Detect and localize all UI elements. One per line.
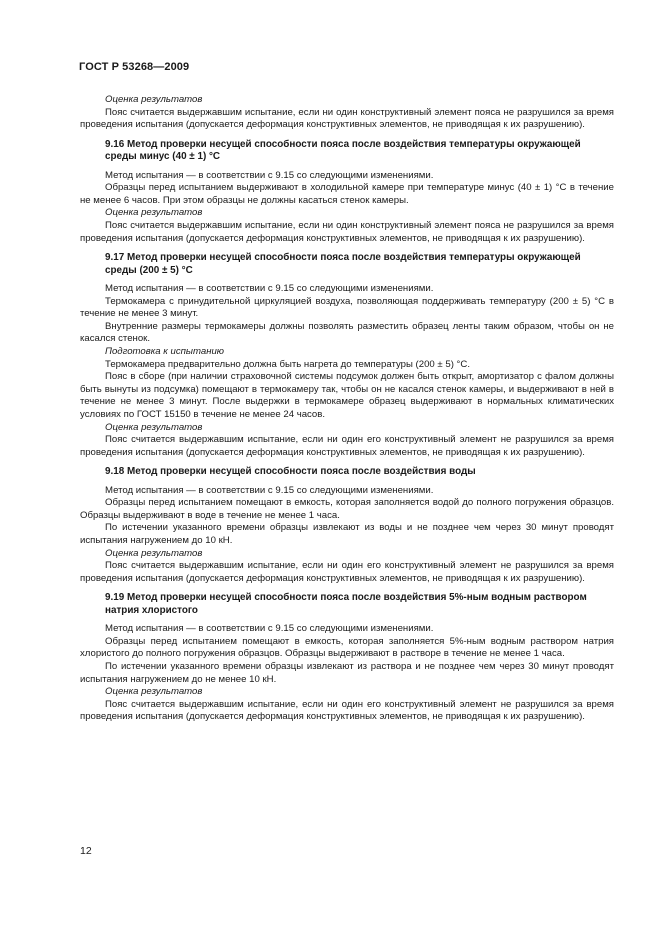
section-heading: 9.16 Метод проверки несущей способности пояса после воздействия температуры окружающей среды минус (40 ± 1) °С [105,138,581,163]
subheading: Оценка результатов [105,686,203,698]
paragraph: Пояс считается выдержавшим испытание, если ни один конструктивный элемент пояса не разрушился за время проведения испытания (допускается деформация конструктивных элементов, не приводящая к их разрушению). [80,106,614,131]
paragraph: Внутренние размеры термокамеры должны позволять разместить образец ленты таким образом, чтобы он не касался стенок. [80,320,614,345]
subheading: Оценка результатов [105,547,203,559]
page-number: 12 [80,845,92,857]
paragraph: Метод испытания — в соответствии с 9.15 со следующими изменениями. [105,623,434,635]
subheading: Подготовка к испытанию [105,345,225,357]
section-heading: 9.19 Метод проверки несущей способности пояса после воздействия 5%-ным водным раствором натрия хлористого [105,592,587,616]
paragraph: Пояс считается выдержавшим испытание, если ни один его конструктивный элемент не разрушился за время проведения испытания (допускается деформация конструктивных элементов, не приводящая к их разрушению). [80,698,614,723]
paragraph: Образцы перед испытанием выдерживают в холодильной камере при температуре минус (40 ± 1) °С в течение не менее 6 часов. При этом образцы не должны касаться стенок камеры. [80,182,614,206]
paragraph: Метод испытания — в соответствии с 9.15 со следующими изменениями. [105,484,434,496]
paragraph: Пояс в сборе (при наличии страховочной системы подсумок должен быть открыт, амортизатор с фалом должны быть вынуты из подсумка) помещают в термокамеру так, чтобы он не касался стенок камеры, и выдерживают в ней в течение не менее 3 минут. После выдержки в термокамере образец выдерживают в нормальных климатических условиях по ГОСТ 15150 в течение не менее 24 часов. [80,371,614,420]
paragraph: Термокамера с принудительной циркуляцией воздуха, позволяющая поддерживать температуру (200 ± 5) °С в течение не менее 3 минут. [80,295,614,320]
section-heading: 9.17 Метод проверки несущей способности пояса после воздействия температуры окружающей среды (200 ± 5) °С [105,252,581,276]
paragraph: Пояс считается выдержавшим испытание, если ни один конструктивный элемент пояса не разрушился за время проведения испытания (допускается деформация конструктивных элементов, не приводящая к их разрушению). [80,219,614,244]
paragraph: Термокамера предварительно должна быть нагрета до температуры (200 ± 5) °С. [105,358,470,370]
document-header: ГОСТ Р 53268—2009 [79,61,190,73]
section-heading: 9.18 Метод проверки несущей способности пояса после воздействия воды [105,466,476,478]
paragraph: Пояс считается выдержавшим испытание, если ни один его конструктивный элемент не разрушился за время проведения испытания (допускается деформация конструктивных элементов, не приводящая к их разрушению). [80,434,614,458]
subheading: Оценка результатов [105,207,203,219]
subheading: Оценка результатов [105,421,203,433]
paragraph: Метод испытания — в соответствии с 9.15 со следующими изменениями. [105,169,434,181]
subheading: Оценка результатов [105,94,203,105]
paragraph: Пояс считается выдержавшим испытание, если ни один его конструктивный элемент не разрушился за время проведения испытания (допускается деформация конструктивных элементов, не приводящая к их разрушению). [80,560,614,584]
document-body [80,94,614,724]
paragraph: Метод испытания — в соответствии с 9.15 со следующими изменениями. [105,282,434,294]
paragraph: Образцы перед испытанием помещают в емкость, которая заполняется водой до полного погружения образцов. Образцы выдерживают в воде в течение не менее 1 часа. [80,497,614,521]
paragraph: Образцы перед испытанием помещают в емкость, которая заполняется 5%-ным водным раствором натрия хлористого до полного погружения образцов. Образцы выдерживают в растворе в течение не менее 1 часа. [80,635,614,660]
paragraph: По истечении указанного времени образцы извлекают из воды и не позднее чем через 30 минут проводят испытания нагружением до 10 кН. [80,522,614,547]
paragraph: По истечении указанного времени образцы извлекают из раствора и не позднее чем через 30 минут проводят испытания нагружением до не менее 10 кН. [80,661,614,685]
